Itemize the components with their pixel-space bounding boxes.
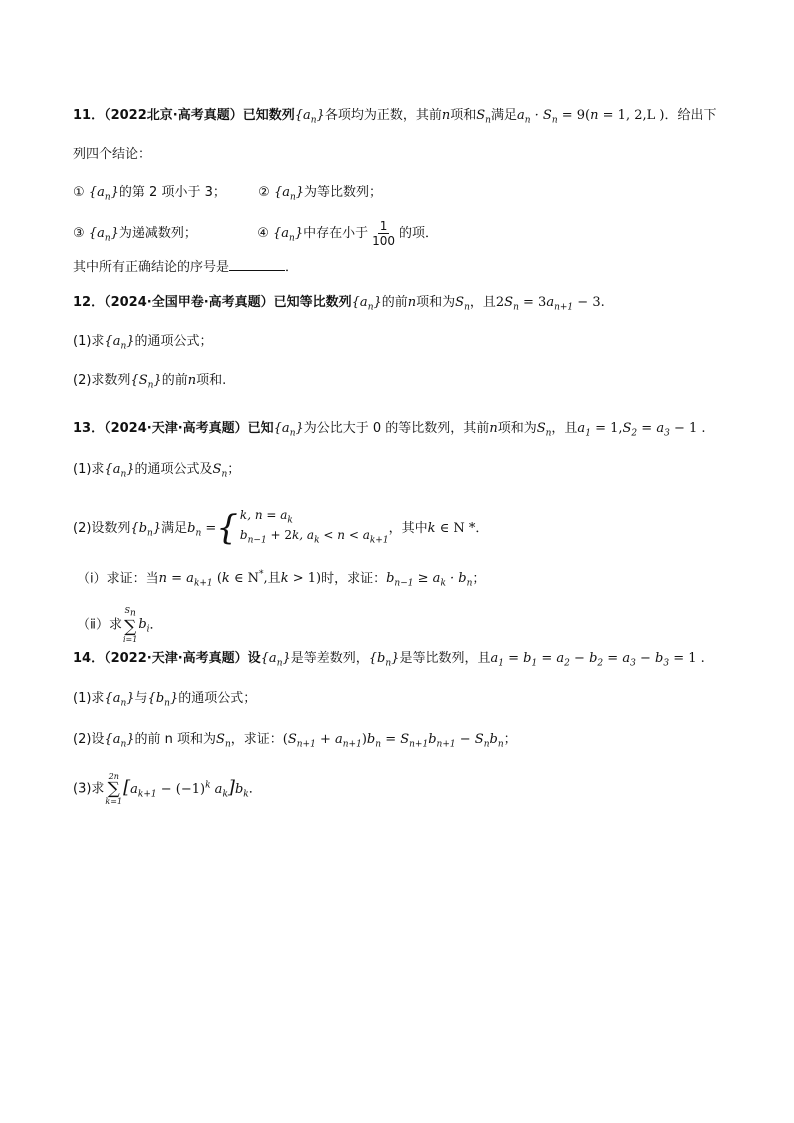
piecewise-definition [216, 508, 388, 549]
case-2: $b_{n-1} + 2k$, $a_k < n < a_{k+1}$ [239, 528, 389, 546]
text: 满足 [161, 520, 188, 536]
cases-brace: { [216, 508, 238, 549]
question-11-line-1 [73, 106, 716, 131]
text: 项和. [196, 373, 227, 388]
question-11-options-1-2 [73, 183, 382, 208]
math-bi: $b_i$ [138, 617, 150, 635]
math-condition: $a_n \cdot S_n = 9(n = 1$, 2,L ) [516, 108, 665, 126]
text: ，求证： [230, 732, 283, 747]
question-13-subpart-ii [77, 606, 163, 644]
text: ，其中 [388, 520, 428, 536]
question-14-part-2 [73, 730, 517, 755]
text: ，且 [551, 421, 578, 436]
text: ； [472, 571, 486, 587]
fraction-numerator: 1 [379, 219, 388, 233]
question-13-part-2: (2)设数列$\{b_n\}$满足$b_n$ = { k, $n = a_k$ $b_{n-1} + 2k$, $a_k < n < a_{k+1}$ ，其中k ∈ N *． [73, 508, 489, 549]
math-condition: $a_1 = b_1 = a_2 - b_2 = a_3 - b_3 = 1$ . [490, 651, 705, 669]
math-seq-an: $\{a_n\}$ [273, 226, 304, 244]
math-seq-an: $\{a_n\}$ [273, 185, 305, 203]
question-11-options-3-4 [73, 219, 438, 249]
math-sn: $S_n$ [216, 732, 231, 750]
sum-symbol: 2n ∑ k=1 [105, 772, 123, 806]
answer-blank[interactable] [229, 258, 285, 271]
math-seq-bn: $\{b_n\}$ [130, 520, 162, 539]
question-12-part-2 [73, 371, 226, 396]
math-seq-an: $\{a_n\}$ [104, 691, 135, 709]
question-13-part-1 [73, 460, 240, 485]
question-11-header: 11．（2022北京·高考真题）已知数列 [73, 108, 295, 123]
text: (2)求数列 [73, 373, 131, 388]
math-identity: $(S_{n+1} + a_{n+1})b_n = S_{n+1}b_{n+1} - S_nb_n$ [282, 732, 504, 750]
question-13-line-1 [73, 419, 706, 444]
text: 的前 [381, 295, 408, 310]
text: ，且 [469, 295, 496, 310]
text: 项和为 [416, 295, 456, 310]
question-12-header: 12．（2024·全国甲卷·高考真题）已知等比数列 [73, 295, 352, 310]
question-14-part-3 [73, 772, 262, 806]
text: (1)求 [73, 334, 105, 349]
fraction-denominator: 100 [372, 234, 396, 248]
text: ． [285, 260, 299, 275]
option-3-text: 为递减数列； [118, 226, 197, 241]
math-condition: $a_1 = 1,S_2 = a_3 - 1$ . [577, 421, 706, 439]
case-1: k, $n = a_k$ [239, 508, 293, 526]
text: （ⅱ）求 [77, 617, 122, 633]
math-n: n [489, 421, 498, 436]
question-11-line-2: 列四个结论： [73, 147, 152, 162]
text: 的前 n 项和为 [134, 732, 217, 747]
text: 项和为 [497, 421, 537, 436]
text: （ⅰ）求证：当 [77, 571, 159, 587]
text: ； [503, 732, 517, 747]
text: 为公比大于 0 的等比数列，其前 [303, 421, 490, 436]
math-n: n [441, 108, 451, 123]
text: ． [149, 617, 163, 633]
text: 项和 [450, 108, 477, 123]
fraction-one-hundredth [370, 219, 397, 248]
sum-symbol: $S_n$ ∑ i=1 [122, 606, 138, 644]
option-1-marker: ① [73, 185, 89, 200]
text: 的通项公式及 [134, 462, 213, 477]
text: ． [248, 781, 262, 797]
question-14-header: 14．（2022·天津·高考真题）设 [73, 651, 261, 666]
math-sn: $S_n$ [476, 108, 491, 126]
question-12-line-1 [73, 293, 605, 318]
math-seq-an: $\{a_n\}$ [104, 334, 135, 352]
question-14-line-1 [73, 649, 705, 674]
option-4-text: 中存在小于 [303, 226, 369, 241]
math-n: n [407, 295, 417, 310]
option-3-marker: ③ [73, 226, 89, 241]
option-4-end: 的项． [399, 226, 439, 241]
math-seq-an: $\{a_n\}$ [104, 732, 135, 750]
text: 时，求证： [321, 571, 387, 587]
math-bn: $b_n$ = [187, 520, 217, 539]
option-2-marker: ② [258, 185, 274, 200]
option-1-text: 的第 2 项小于 3； [118, 185, 226, 200]
text: (2)设 [73, 732, 105, 747]
math-seq-an: $\{a_n\}$ [351, 295, 382, 313]
math-sn: $S_n$ [536, 421, 552, 439]
text: 满足 [490, 108, 517, 123]
math-sn: $S_n$ [455, 295, 470, 313]
text: 的前 [161, 373, 188, 388]
math-k-in-n: k ∈ N * [427, 520, 476, 536]
text: 各项均为正数，其前 [324, 108, 442, 123]
text: ．给出下 [664, 108, 717, 123]
text: 是等比数列，且 [399, 651, 491, 666]
question-14-part-1 [73, 689, 256, 714]
math-seq-bn: $\{b_n\}$ [368, 651, 400, 669]
answer-prompt: 其中所有正确结论的序号是 [73, 260, 230, 275]
question-12-part-1 [73, 332, 213, 357]
text: 是等差数列， [290, 651, 369, 666]
math-sn: $S_n$ [212, 462, 228, 480]
math-summand: [$a_{k+1} - (-1)^k$ $a_k]b_k$ [123, 776, 249, 800]
math-seq-an: $\{a_n\}$ [88, 226, 119, 244]
math-n: n [187, 373, 197, 388]
math-seq-an: $\{a_n\}$ [88, 185, 119, 203]
math-inequality: $b_{n-1} \ge a_k \cdot b_n$ [386, 571, 473, 589]
math-seq-an: $\{a_n\}$ [260, 651, 291, 669]
question-13-header: 13．（2024·天津·高考真题）已知 [73, 421, 274, 436]
text: ； [227, 462, 241, 477]
math-seq-an: $\{a_n\}$ [104, 462, 135, 480]
math-seq-bn: $\{b_n\}$ [147, 691, 179, 709]
text: (1)求 [73, 462, 105, 477]
text: (2)设数列 [73, 520, 131, 536]
question-11-answer-line [73, 258, 298, 278]
math-condition: $n = a_{k+1}$ (k ∈ N*,且k > 1) [158, 570, 322, 589]
math-seq-an: $\{a_n\}$ [294, 108, 325, 126]
math-seq-an: $\{a_n\}$ [273, 421, 304, 439]
text: (3)求 [73, 781, 105, 797]
text: (1)求 [73, 691, 105, 706]
text: 与 [134, 691, 148, 706]
option-4-marker: ④ [257, 226, 273, 241]
question-13-subpart-i [77, 565, 485, 594]
text: 的通项公式； [134, 334, 213, 349]
option-2-text: 为等比数列； [304, 185, 383, 200]
text: 的通项公式； [178, 691, 257, 706]
math-condition: $2S_n = 3a_{n+1} - 3$. [495, 295, 605, 313]
math-seq-sn: $\{S_n\}$ [130, 373, 162, 391]
